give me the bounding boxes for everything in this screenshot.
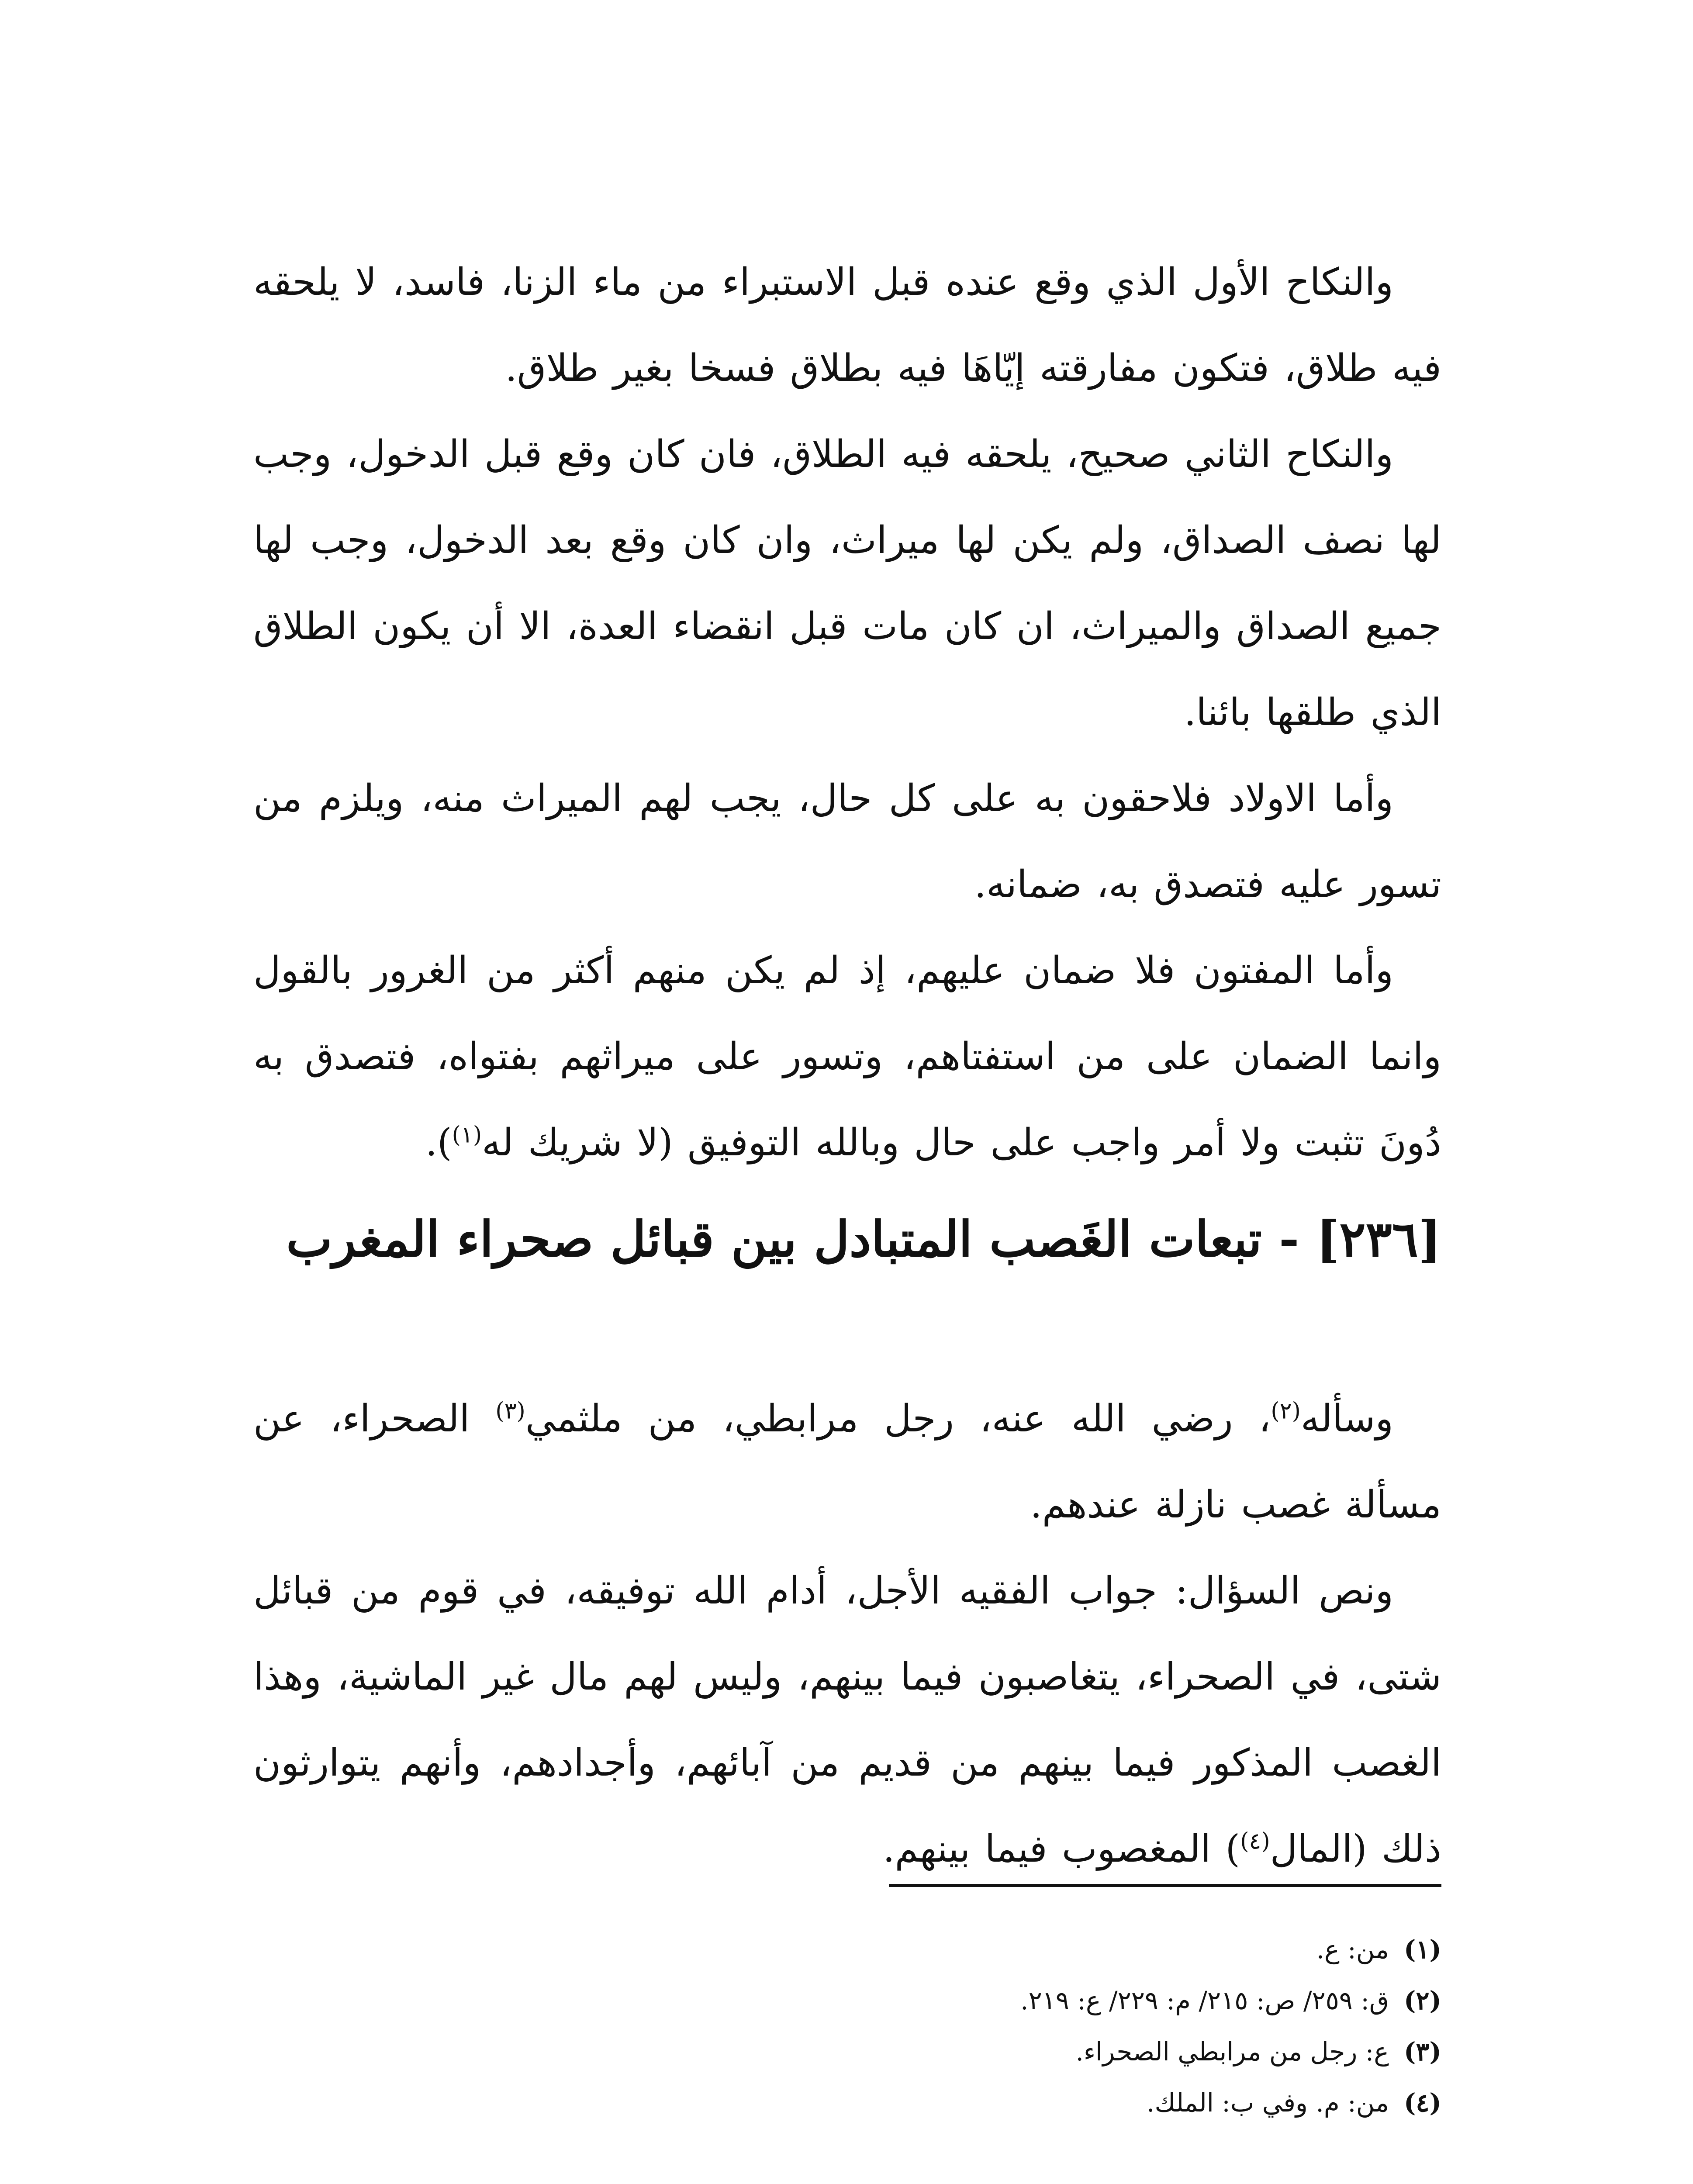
question-text-end: ) المغصوب فيما بينهم. [883, 1827, 1240, 1871]
footnote-number: (٣) [1403, 2037, 1441, 2067]
section-block [253, 1197, 1441, 1282]
footnote-ref-2: (٢) [1271, 1398, 1301, 1424]
footnote-separator [889, 1884, 1441, 1887]
question-text-body: ونص السؤال: جواب الفقيه الأجل، أدام الله توفيقه، في قوم من قبائل شتى، في الصحراء، يتغاصبون فيما بينهم، وليس لهم مال غير الماشية، وهذا الغصب المذكور فيما بينهم من قديم من آبائهم، وأجدادهم، وأنهم يتوارثون ذلك (المال [253, 1569, 1441, 1871]
paragraph-muftis-text: وأما المفتون فلا ضمان عليهم، إذ لم يكن منهم أكثر من الغرور بالقول وانما الضمان على من استفتاهم، وتسور على ميراثهم بفتواه، فتصدق به دُونَ تثبت ولا أمر واجب على حال وبالله التوفيق (لا شريك له [253, 949, 1441, 1165]
footnote-text: من: ع. [1316, 1935, 1389, 1964]
footnote-ref-1: (١) [452, 1122, 482, 1148]
footnote-number: (٢) [1403, 1986, 1441, 2015]
footnote-ref-4: (٤) [1240, 1828, 1270, 1855]
footnote-text: من: م. وفي ب: الملك. [1147, 2088, 1389, 2118]
main-text-upper [253, 239, 1441, 1186]
footnote-ref-3: (٣) [495, 1398, 525, 1424]
footnote-number: (١) [1403, 1935, 1441, 1964]
footnote-text: ع: رجل من مرابطي الصحراء. [1075, 2037, 1389, 2067]
footnote-number: (٤) [1403, 2088, 1441, 2118]
footnote-3 [524, 2026, 1441, 2077]
paragraph-question-text [253, 1548, 1441, 1892]
footnotes [524, 1924, 1441, 2129]
footnote-text: ق: ٢٥٩/ ص: ٢١٥/ م: ٢٢٩/ ع: ٢١٩. [1020, 1986, 1389, 2015]
main-text-lower [253, 1376, 1441, 1892]
footnote-2 [524, 1975, 1441, 2026]
section-heading: [٢٣٦] - تبعات الغَصب المتبادل بين قبائل صحراء المغرب [286, 1211, 1441, 1268]
paragraph-first-marriage: والنكاح الأول الذي وقع عنده قبل الاستبراء من ماء الزنا، فاسد، لا يلحقه فيه طلاق، فتكون مفارقته إيّاهَا فيه بطلاق فسخا بغير طلاق. [253, 260, 1441, 390]
paragraph-children: وأما الاولاد فلاحقون به على كل حال، يجب لهم الميراث منه، ويلزم من تسور عليه فتصدق به، ضمانه. [253, 777, 1441, 906]
question-intro-part-2: ، رضي الله عنه، رجل مرابطي، من ملثمي [525, 1397, 1271, 1441]
paragraph-question-intro [253, 1376, 1441, 1548]
question-intro-part-3: الصحراء، عن مسألة غصب نازلة عندهم. [253, 1397, 1441, 1527]
paragraph-second-marriage: والنكاح الثاني صحيح، يلحقه فيه الطلاق، فان كان وقع قبل الدخول، وجب لها نصف الصداق، ولم يكن لها ميراث، وان كان وقع بعد الدخول، وجب لها جميع الصداق والميراث، ان كان مات قبل انقضاء العدة، الا أن يكون الطلاق الذي طلقها بائنا. [253, 432, 1441, 734]
paragraph-muftis-end: ). [425, 1121, 452, 1165]
footnote-1 [524, 1924, 1441, 1975]
paragraph-muftis [253, 928, 1441, 1186]
footnote-4 [524, 2077, 1441, 2129]
question-intro-part-1: وسأله [1300, 1397, 1393, 1441]
